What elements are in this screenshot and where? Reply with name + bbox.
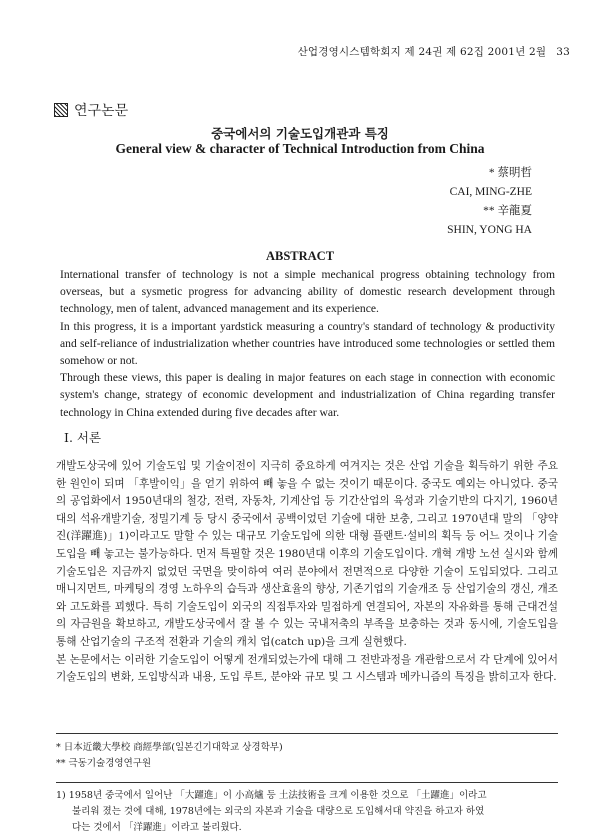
title-english: General view & character of Technical Introduction from China: [115, 141, 485, 156]
abstract-body: [60, 266, 555, 421]
footnote-1-line-2: 불리워 졌는 것에 대해, 1978년에는 외국의 자본과 기술을 대량으로 도입해서대 약진을 하고자 하였: [72, 806, 485, 817]
section-heading-introduction: Ⅰ. 서론: [64, 430, 102, 445]
abstract-heading: ABSTRACT: [265, 249, 335, 263]
author-2-cjk: ** 辛龍夏: [483, 205, 532, 217]
author-block: [447, 164, 532, 240]
section-label-text: 연구논문: [74, 103, 129, 119]
footnote-divider-2: [56, 782, 558, 783]
affiliation-1: * 日本近畿大學校 商經學部(일본긴기대학교 상경학부): [56, 742, 283, 753]
section-label: [54, 100, 128, 120]
page-number: 33: [556, 46, 570, 58]
author-1-latin: CAI, MING-ZHE: [449, 186, 532, 198]
journal-info: 산업경영시스템학회지 제 24권 제 62집 2001년 2월: [297, 46, 547, 58]
hatched-box-icon: [54, 103, 68, 117]
running-header: [298, 44, 570, 59]
affiliation-footnotes: [56, 740, 558, 772]
footnote-1-line-3: 다는 것에서 「洋躍進」이라고 불리웠다.: [72, 822, 242, 833]
footnote-divider-1: [56, 733, 558, 734]
footnote-1: [56, 788, 558, 836]
abstract-paragraph-3: Through these views, this paper is dealing in major features on each stage in connection with economic system's change, strategy of economic development and industrialization of China regarding transfer technology in China extended during five decades after war.: [60, 371, 555, 419]
affiliation-2: ** 극동기술경영연구원: [56, 758, 152, 769]
title-korean: 중국에서의 기술도입개관과 특징: [211, 126, 389, 141]
body-text: [56, 458, 558, 687]
abstract-paragraph-2: In this progress, it is a important yardstick measuring a country's standard of technology & productivity and self-reliance of industrialization whether countries have introduced some technologies or settled them somehow or not.: [60, 319, 555, 368]
abstract-paragraph-1: International transfer of technology is not a simple mechanical progress obtaining technology from overseas, but a sysmetic progress for advancing ability of domestic research development through technology, men of talent, advanced management and its experience.: [60, 268, 555, 316]
body-paragraph-2: 본 논문에서는 이러한 기술도입이 어떻게 전개되었는가에 대해 그 전반과정을 개관함으로서 각 단계에 있어서 기술도입의 변화, 도입방식과 내용, 도입 루트, 분야와 규모 및 그 시스템과 메카니즘의 특징을 밝히고자 한다.: [56, 653, 558, 684]
body-paragraph-1: 개발도상국에 있어 기술도입 및 기술이전이 지극히 중요하게 여겨지는 것은 산업 기술을 획득하기 위한 주요한 원인이 되며 「후발이익」을 얻기 위하여 빼 놓을 수 없는 것이기 때문이다. 중국도 예외는 아니었다. 중국의 공업화에서 1950년대의 철강, 전력, 자동차, 기계산업 등 기간산업의 육성과 기술기반의 다지기, 1960년대의 석유개발기술, 정밀기계 등 당시 중국에서 공백이었던 기술에 대한 보충, 그리고 1970년대 말의 「양약진(洋躍進)」1)이라고도 말할 수 있는 대규모 기술도입에 의한 대형 플랜트·설비의 획득 등 어느 것이나 기술도입을 빼 놓고는 불가능하다. 먼저 특필할 것은 1980년대 이후의 기술도입이다. 개혁 개방 노선 실시와 함께 기술도입은 지금까지 없었던 국면을 맞이하여 여러 분야에서 전면적으로 다양한 기술이 도입되었다. 그리고 매니지먼트, 마케팅의 경영 노하우의 습득과 생산효율의 향상, 기존기업의 기술개조 등 산업기술의 갱신, 개조와 고도화를 꾀했다. 특히 기술도입이 외국의 직접투자와 밀접하게 연결되어, 자본의 자유화를 통해 근대건설의 자금원을 확보하고, 개발도상국에서 잘 볼 수 있는 국내저축의 부족을 보충하는 것과 동시에, 기술도입을 통해 산업기술의 구조적 전환과 기술의 캐치 업(catch up)을 크게 실현했다.: [56, 460, 558, 648]
author-1-cjk: * 蔡明哲: [488, 167, 532, 179]
author-2-latin: SHIN, YONG HA: [447, 224, 532, 236]
footnote-1-line-1: 1) 1958년 중국에서 일어난 「大躍進」이 小高爐 등 土法技術을 크게 이용한 것으로 「土躍進」이라고: [56, 790, 487, 801]
